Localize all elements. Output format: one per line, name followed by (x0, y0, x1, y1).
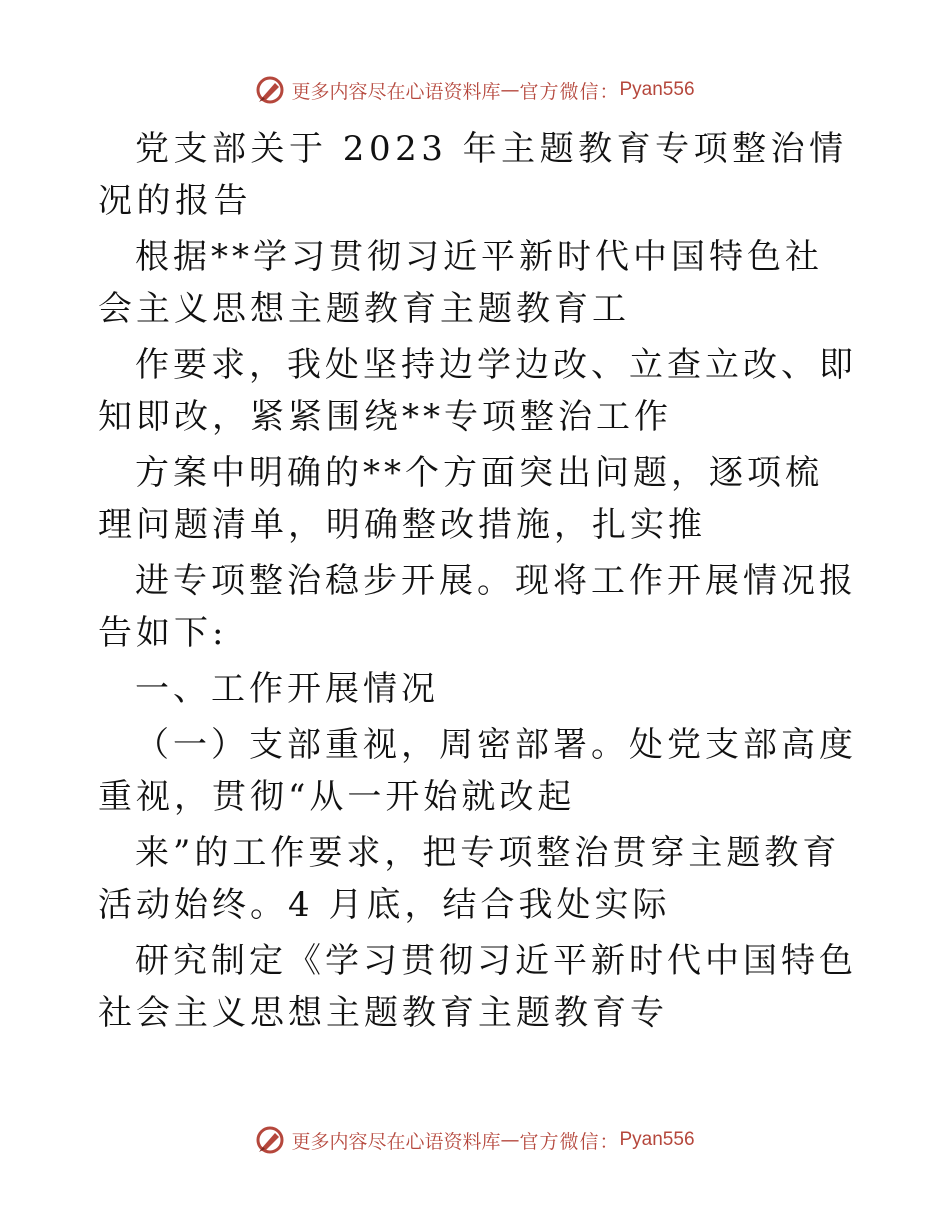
watermark-wechat-id: Pyan556 (619, 79, 695, 100)
document-body (98, 123, 858, 1043)
paragraph: 研究制定《学习贯彻习近平新时代中国特色社会主义思想主题教育主题教育专 (98, 941, 857, 1033)
paragraph: 进专项整治稳步开展。现将工作开展情况报告如下: (98, 561, 857, 653)
document-title: 党支部关于 2023 年主题教育专项整治情况的报告 (98, 129, 848, 221)
watermark-wechat-label: 官方微信： (519, 1130, 620, 1153)
watermark-separator: — (500, 1129, 520, 1151)
watermark-footer (0, 1120, 950, 1160)
watermark-text: 更多内容尽在心语资料库 (291, 1130, 501, 1153)
paragraph: 根据**学习贯彻习近平新时代中国特色社会主义思想主题教育主题教育工 (98, 237, 823, 329)
paragraph: 来”的工作要求，把专项整治贯穿主题教育活动始终。4 月底，结合我处实际 (98, 833, 841, 925)
pen-logo-icon (255, 75, 285, 105)
pen-logo-icon (255, 1125, 285, 1155)
watermark-wechat-id: Pyan556 (619, 1129, 695, 1150)
paragraph: （一）支部重视，周密部署。处党支部高度重视，贯彻“从一开始就改起 (98, 725, 857, 817)
paragraph: 作要求，我处坚持边学边改、立查立改、即知即改，紧紧围绕**专项整治工作 (98, 345, 857, 437)
watermark-text: 更多内容尽在心语资料库 (291, 80, 501, 103)
watermark-separator: — (500, 79, 520, 101)
watermark-wechat-label: 官方微信： (519, 80, 620, 103)
section-heading: 一、工作开展情况 (135, 669, 439, 709)
watermark-header (0, 70, 950, 110)
paragraph: 方案中明确的**个方面突出问题，逐项梳理问题清单，明确整改措施，扎实推 (98, 453, 823, 545)
